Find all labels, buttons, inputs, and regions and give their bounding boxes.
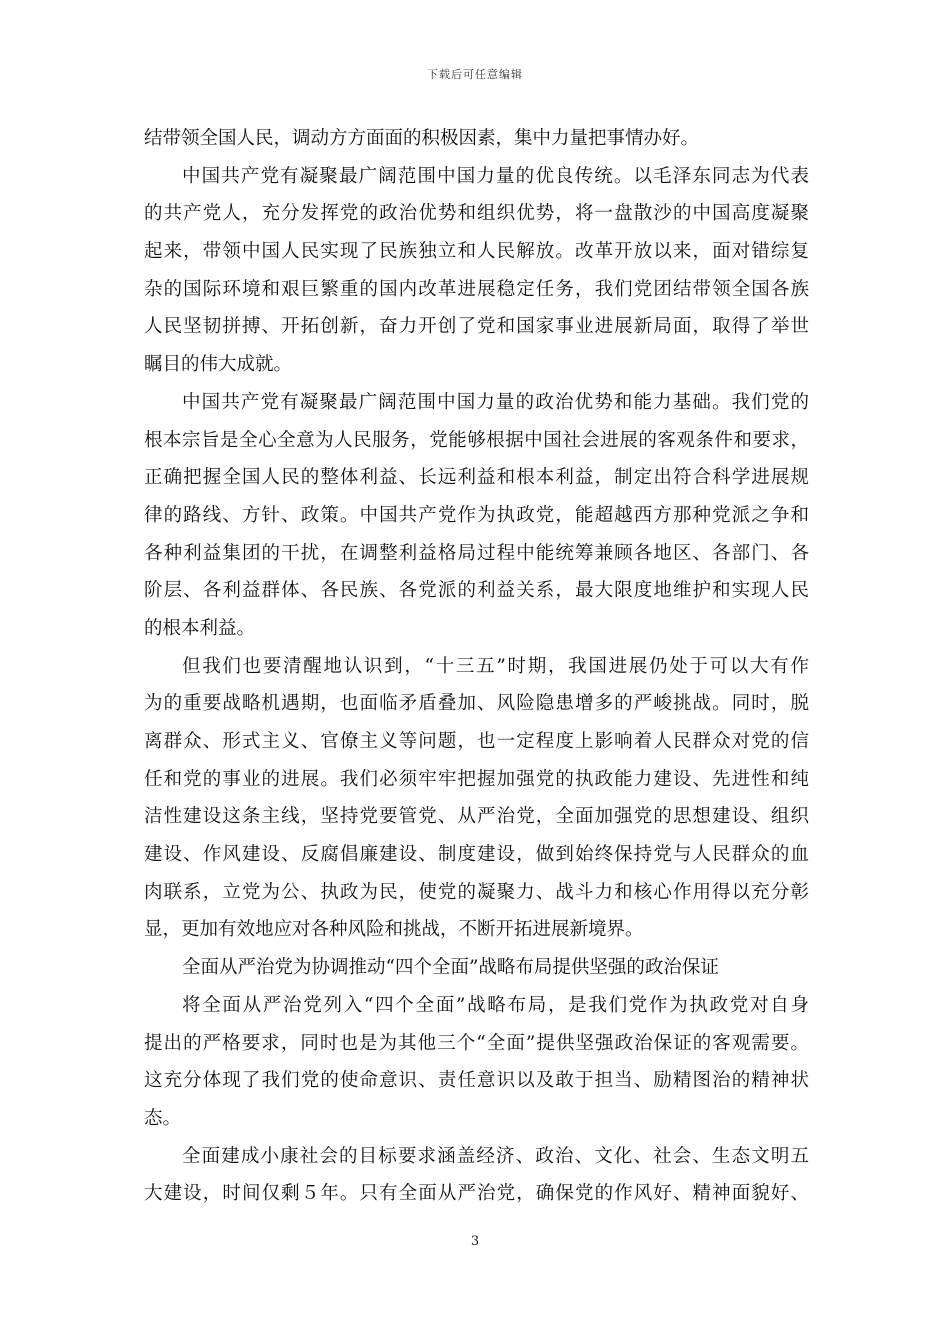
text-line: 杂的国际环境和艰巨繁重的国内改革进展稳定任务，我们党团结带领全国各族 xyxy=(144,278,809,300)
text-line: 阶层、各利益群体、各民族、各党派的利益关系，最大限度地维护和实现人民 xyxy=(144,580,809,602)
text-line: 将全面从严治党列入“四个全面”战略布局，是我们党作为执政党对自身 xyxy=(182,994,809,1016)
text-line: 的根本利益。 xyxy=(144,617,256,639)
text-line: 全面从严治党为协调推动“四个全面”战略布局提供坚强的政治保证 xyxy=(182,957,719,979)
text-line: 态。 xyxy=(144,1107,182,1129)
body-text xyxy=(144,120,809,1213)
text-line: 人民坚韧拼搏、开拓创新，奋力开创了党和国家事业进展新局面，取得了举世 xyxy=(144,316,809,338)
text-line: 离群众、形式主义、官僚主义等问题，也一定程度上影响着人民群众对党的信 xyxy=(144,731,809,752)
text-line: 正确把握全国人民的整体利益、长远利益和根本利益，制定出符合科学进展规 xyxy=(144,467,809,489)
text-line: 各种利益集团的干扰，在调整利益格局过程中能统筹兼顾各地区、各部门、各 xyxy=(144,542,809,564)
text-line: 起来，带领中国人民实现了民族独立和人民解放。改革开放以来，面对错综复 xyxy=(144,241,809,263)
text-line: 任和党的事业的进展。我们必须牢牢把握加强党的执政能力建设、先进性和纯 xyxy=(144,768,809,790)
text-line: 全面建成小康社会的目标要求涵盖经济、政治、文化、社会、生态文明五 xyxy=(182,1145,809,1167)
text-line: 大建设，时间仅剩５年。只有全面从严治党，确保党的作风好、精神面貌好、 xyxy=(144,1183,809,1205)
text-line: 中国共产党有凝聚最广阔范围中国力量的优良传统。以毛泽东同志为代表 xyxy=(182,165,809,187)
text-line: 提出的严格要求，同时也是为其他三个“全面”提供坚强政治保证的客观需要。 xyxy=(144,1032,809,1054)
text-line: 显，更加有效地应对各种风险和挑战，不断开拓进展新境界。 xyxy=(144,919,644,941)
text-line: 律的路线、方针、政策。中国共产党作为执政党，能超越西方那种党派之争和 xyxy=(144,504,809,526)
text-line: 的共产党人，充分发挥党的政治优势和组织优势，将一盘散沙的中国高度凝聚 xyxy=(144,203,809,225)
text-line: 洁性建设这条主线，坚持党要管党、从严治党，全面加强党的思想建设、组织 xyxy=(144,806,809,828)
page-number: 3 xyxy=(470,1234,480,1249)
page-header: 下载后可任意编辑 xyxy=(427,68,523,81)
text-line: 结带领全国人民，调动方方面面的积极因素，集中力量把事情办好。 xyxy=(144,128,700,149)
text-line: 为的重要战略机遇期，也面临矛盾叠加、风险隐患增多的严峻挑战。同时，脱 xyxy=(144,693,809,715)
text-line: 瞩目的伟大成就。 xyxy=(144,354,293,376)
text-line: 根本宗旨是全心全意为人民服务，党能够根据中国社会进展的客观条件和要求， xyxy=(144,429,809,451)
text-line: 建设、作风建设、反腐倡廉建设、制度建设，做到始终保持党与人民群众的血 xyxy=(144,844,809,866)
text-line: 但我们也要清醒地认识到，“十三五”时期，我国进展仍处于可以大有作 xyxy=(182,655,809,677)
text-line: 这充分体现了我们党的使命意识、责任意识以及敢于担当、励精图治的精神状 xyxy=(144,1070,809,1092)
text-line: 肉联系，立党为公、执政为民，使党的凝聚力、战斗力和核心作用得以充分彰 xyxy=(144,881,809,903)
text-line: 中国共产党有凝聚最广阔范围中国力量的政治优势和能力基础。我们党的 xyxy=(182,391,809,413)
